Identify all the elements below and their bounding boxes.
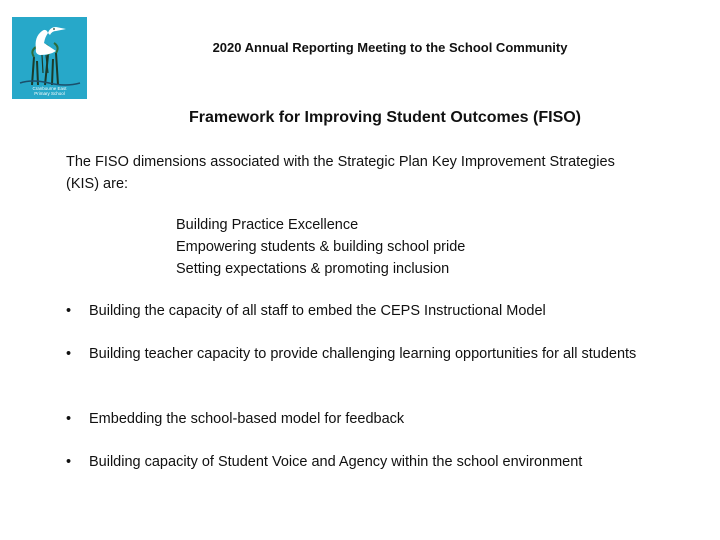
fiso-dimension-item: Empowering students & building school pride: [176, 239, 466, 255]
strategy-list-item: [66, 300, 546, 322]
strategy-list-item: [66, 451, 582, 473]
strategy-list-item: [66, 408, 404, 430]
strategy-list-item: [66, 343, 689, 365]
logo-text-school-name: Cranbourne East: [32, 86, 67, 91]
page-header-title: 2020 Annual Reporting Meeting to the School Community: [212, 40, 568, 55]
bullet-marker: •: [66, 411, 72, 427]
bullet-marker: •: [66, 454, 72, 470]
logo-text-school-type: Primary School: [34, 91, 65, 96]
fiso-dimensions-list: [176, 214, 596, 280]
fiso-intro-text: The FISO dimensions associated with the Strategic Plan Key Improvement Strategies (KIS) are:: [66, 154, 615, 192]
fiso-heading: Framework for Improving Student Outcomes (FISO): [188, 109, 582, 126]
bullet-marker: •: [66, 303, 72, 319]
fiso-dimension-item: Building Practice Excellence: [176, 217, 359, 233]
school-logo: [12, 17, 87, 99]
strategy-text: Embedding the school-based model for feedback: [89, 411, 405, 427]
fiso-dimension-item: Setting expectations & promoting inclusion: [176, 261, 450, 277]
bullet-marker: •: [66, 346, 72, 362]
strategy-text: Building the capacity of all staff to embed the CEPS Instructional Model: [89, 303, 546, 319]
strategy-text: Building teacher capacity to provide challenging learning opportunities for all students: [89, 346, 637, 362]
strategy-text: Building capacity of Student Voice and Agency within the school environment: [89, 454, 583, 470]
